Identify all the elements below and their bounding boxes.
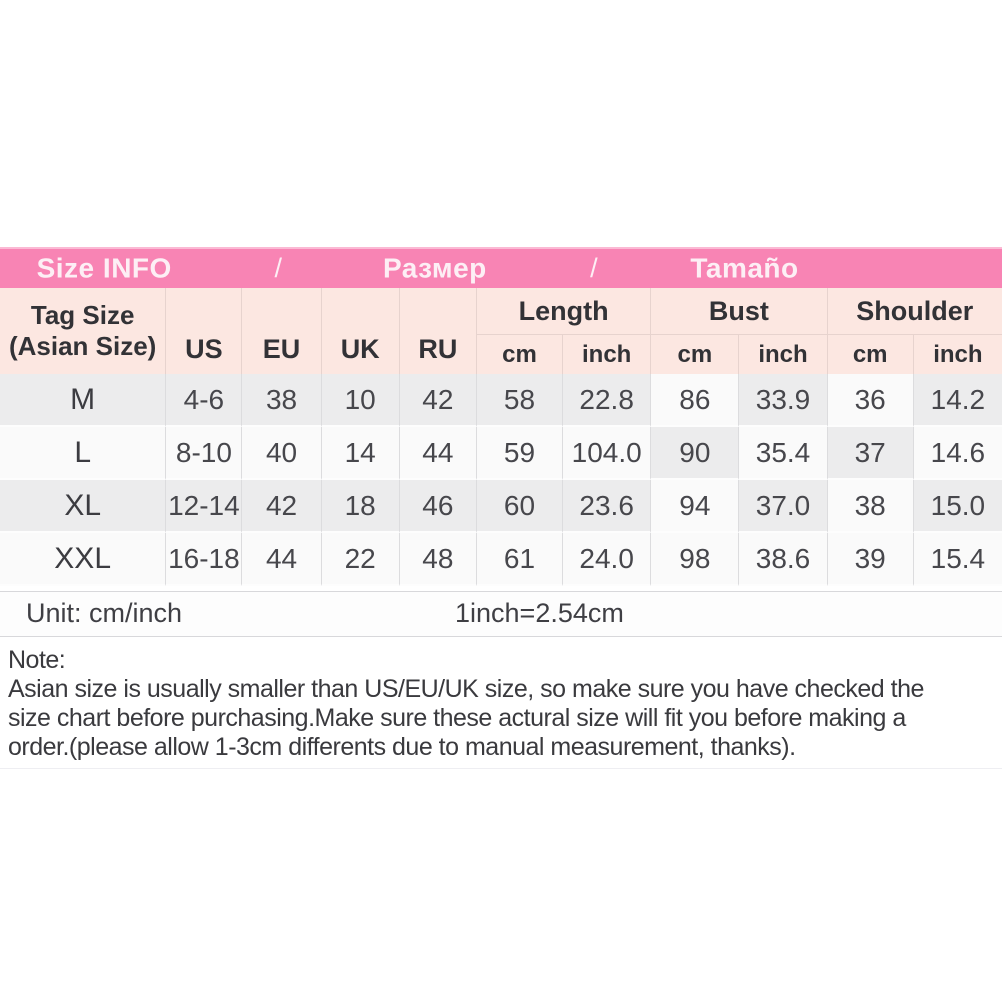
- unit-conversion: 1inch=2.54cm: [455, 597, 624, 628]
- header-tag-size-line1: Tag Size: [30, 300, 135, 330]
- unit-row: [0, 591, 1002, 637]
- size-value-cell: 22: [322, 533, 400, 586]
- header-shoulder-cm: cm: [828, 335, 914, 374]
- size-label-cell: L: [0, 427, 166, 480]
- size-value-cell: 4-6: [166, 374, 242, 427]
- size-value-cell: 14: [322, 427, 400, 480]
- size-value-cell: 35.4: [739, 427, 827, 480]
- size-value-cell: 15.4: [914, 533, 1002, 586]
- size-value-cell: 22.8: [563, 374, 651, 427]
- size-label-cell: XXL: [0, 533, 166, 586]
- table-row: [0, 480, 1002, 533]
- header-bust: Bust: [651, 288, 827, 335]
- note-line-2: size chart before purchasing.Make sure these actural size will fit you before making a: [8, 704, 906, 732]
- header-length-cm: cm: [477, 335, 563, 374]
- size-value-cell: 23.6: [563, 480, 651, 533]
- size-value-cell: 24.0: [563, 533, 651, 586]
- size-value-cell: 104.0: [563, 427, 651, 480]
- size-value-cell: 15.0: [914, 480, 1002, 533]
- size-value-cell: 37.0: [739, 480, 827, 533]
- size-value-cell: 60: [477, 480, 563, 533]
- size-value-cell: 40: [242, 427, 321, 480]
- size-value-cell: 14.2: [914, 374, 1002, 427]
- size-value-cell: 12-14: [166, 480, 242, 533]
- size-value-cell: 14.6: [914, 427, 1002, 480]
- size-value-cell: 16-18: [166, 533, 242, 586]
- size-table: [0, 288, 1002, 586]
- size-value-cell: 61: [477, 533, 563, 586]
- banner-title-es: Tamaño: [690, 251, 799, 283]
- header-length: Length: [477, 288, 651, 335]
- banner-title-ru: Размер: [382, 251, 487, 283]
- size-value-cell: 44: [400, 427, 477, 480]
- table-row: [0, 427, 1002, 480]
- header-ru: RU: [400, 288, 477, 374]
- header-us: US: [166, 288, 242, 374]
- size-value-cell: 36: [828, 374, 914, 427]
- size-value-cell: 48: [400, 533, 477, 586]
- size-label-cell: M: [0, 374, 166, 427]
- banner-separator: /: [590, 252, 599, 283]
- size-value-cell: 38: [828, 480, 914, 533]
- size-value-cell: 46: [400, 480, 477, 533]
- header-shoulder-inch: inch: [914, 335, 1002, 374]
- note-title: Note:: [8, 646, 66, 674]
- size-label-cell: XL: [0, 480, 166, 533]
- header-tag-size: [0, 288, 166, 374]
- size-value-cell: 10: [322, 374, 400, 427]
- unit-label: Unit: cm/inch: [26, 597, 183, 628]
- banner-separator: /: [274, 252, 283, 283]
- size-value-cell: 39: [828, 533, 914, 586]
- table-row: [0, 374, 1002, 427]
- size-value-cell: 33.9: [739, 374, 827, 427]
- size-value-cell: 8-10: [166, 427, 242, 480]
- size-value-cell: 42: [400, 374, 477, 427]
- header-uk: UK: [322, 288, 400, 374]
- header-shoulder: Shoulder: [828, 288, 1002, 335]
- table-row: [0, 533, 1002, 586]
- size-value-cell: 98: [651, 533, 739, 586]
- size-value-cell: 44: [242, 533, 321, 586]
- banner-title-en: Size INFO: [36, 251, 172, 283]
- table-header-row-groups: [0, 288, 1002, 335]
- size-value-cell: 86: [651, 374, 739, 427]
- note-line-1: Asian size is usually smaller than US/EU/UK size, so make sure you have checked the: [8, 675, 924, 703]
- header-bust-cm: cm: [651, 335, 739, 374]
- header-eu: EU: [242, 288, 321, 374]
- size-chart-sheet: [0, 247, 1002, 769]
- size-value-cell: 38.6: [739, 533, 827, 586]
- size-value-cell: 59: [477, 427, 563, 480]
- bottom-divider: [0, 768, 1002, 769]
- note-line-3: order.(please allow 1-3cm differents due to manual measurement, thanks).: [8, 733, 796, 761]
- size-info-banner: [0, 247, 1002, 288]
- size-value-cell: 37: [828, 427, 914, 480]
- size-value-cell: 58: [477, 374, 563, 427]
- note-section: [0, 637, 1002, 762]
- size-value-cell: 18: [322, 480, 400, 533]
- header-tag-size-line2: (Asian Size): [8, 331, 157, 361]
- size-value-cell: 94: [651, 480, 739, 533]
- size-value-cell: 38: [242, 374, 321, 427]
- size-value-cell: 90: [651, 427, 739, 480]
- header-length-inch: inch: [563, 335, 651, 374]
- size-value-cell: 42: [242, 480, 321, 533]
- header-bust-inch: inch: [739, 335, 827, 374]
